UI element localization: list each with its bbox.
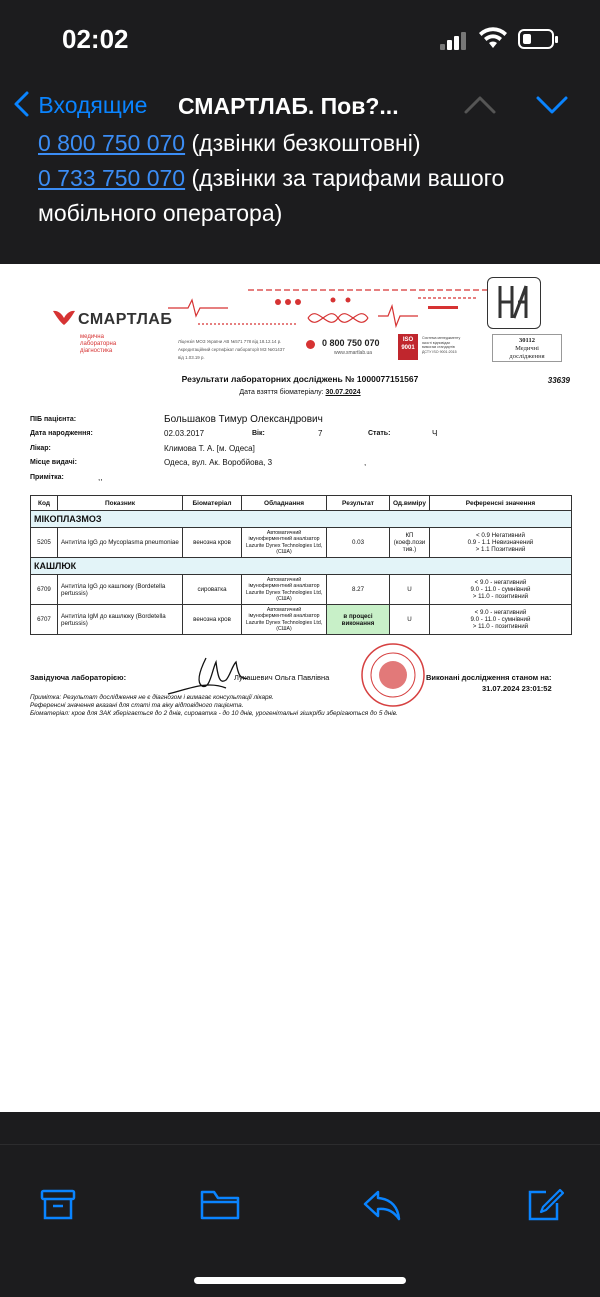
table-header-row — [31, 496, 572, 511]
sex-label: Стать: — [368, 430, 391, 437]
brand-name: СМАРТЛАБ — [78, 311, 173, 328]
sampling-date: Дата взяття біоматеріалу: 30.07.2024 — [239, 389, 361, 396]
col-biomaterial: Біоматеріал — [183, 496, 242, 511]
home-indicator[interactable] — [194, 1277, 406, 1284]
status-bar — [0, 0, 600, 80]
age-label: Вік: — [252, 430, 265, 437]
patient-name-label: ПІБ пацієнта: — [30, 416, 77, 423]
info-icon — [306, 340, 315, 349]
phone-link-free[interactable]: 0 800 750 070 — [38, 130, 186, 156]
back-label: Входящие — [38, 92, 148, 118]
clock: 02:02 — [62, 24, 129, 54]
section-row: КАШЛЮК — [31, 558, 572, 575]
note-value: ,, — [98, 473, 103, 482]
dna-banner-graphic — [168, 278, 488, 338]
results-title: Результати лабораторних досліджень № 1000077151567 — [181, 374, 419, 384]
age-value: 7 — [318, 429, 323, 438]
wifi-icon — [478, 26, 508, 50]
section-row: МІКОПЛАЗМОЗ — [31, 511, 572, 528]
accreditation-logo-icon — [487, 277, 541, 329]
reply-icon[interactable] — [362, 1188, 402, 1222]
results-table — [30, 495, 572, 635]
phone-link-paid[interactable]: 0 733 750 070 — [38, 165, 186, 191]
lab-head-name: Лукашевич Ольга Павлівна — [234, 673, 330, 682]
email-subject: СМАРТЛАБ. Пов?... — [178, 93, 399, 119]
doctor-label: Лікар: — [30, 445, 51, 452]
col-equipment: Обладнання — [242, 496, 327, 511]
toolbar-divider — [0, 1144, 600, 1145]
note-label: Примітка: — [30, 474, 64, 481]
accreditation-label: 30112 Медичні дослідження — [492, 334, 562, 362]
dob-label: Дата народження: — [30, 430, 93, 437]
doctor-value: Климова Т. А. [м. Одеса] — [164, 444, 255, 453]
col-code: Код — [31, 496, 58, 511]
lab-results-document — [0, 264, 600, 1112]
patient-name: Большаков Тимур Олександрович — [164, 414, 323, 425]
archive-icon[interactable] — [40, 1188, 76, 1222]
table-row: 5205 Антитіла IgG до Mycoplasma pneumoniae венозна кров Автоматичний імуноферментний аналізатор Lazurite Dynex Technologies Ltd, (США) 0.03 КП (коеф.пози тив.) < 0.9 Негативний 0.9 - 1.1 Невизначений > 1.1 Позитивний — [31, 528, 572, 558]
lab-phone: 0 800 750 070 — [322, 338, 380, 348]
lab-head-label: Завідуюча лабораторією: — [30, 673, 127, 682]
chevron-left-icon — [12, 90, 32, 118]
previous-message-icon[interactable] — [462, 90, 498, 120]
completed-value: 31.07.2024 23:01:52 — [482, 684, 552, 693]
bottom-area — [0, 1112, 600, 1297]
col-reference: Референсні значення — [429, 496, 571, 511]
smartlab-logo-icon — [52, 308, 76, 326]
cellular-signal-icon — [440, 32, 468, 50]
na-mark-icon — [488, 278, 538, 326]
license-info: Ліцензія МОЗ України АВ №571 778 від 18.12.14 р. Акредитаційний сертифікат лабораторії МЗ №01437 від 1.03.19 р. — [178, 339, 285, 360]
next-message-icon[interactable] — [534, 90, 570, 120]
order-code: 33639 — [547, 376, 570, 385]
phone-free-note: (дзвінки безкоштовні) — [191, 130, 421, 156]
status-badge: в процесі виконання — [327, 605, 390, 635]
phone-paid-note: (дзвінки за тарифами вашого мобільного оператора) — [38, 165, 505, 226]
compose-icon[interactable] — [526, 1188, 564, 1222]
iso-badge: ISO 9001 — [398, 334, 418, 360]
table-row: 6709 Антитіла IgG до кашлюку (Bordetella pertussis) сироватка Автоматичний імуноферментний аналізатор Lazurite Dynex Technologies Ltd, (США) 8.27 U < 9.0 - негативний 9.0 - 11.0 - сумнівний > 11.0 - позитивний — [31, 575, 572, 605]
iso-text: Система менеджменту якості відповідає вимогам стандартів ДСТУ ISO 9001:2015 — [422, 336, 461, 354]
lab-website: www.smartlab.ua — [334, 350, 373, 356]
place-label: Місце видачі: — [30, 459, 77, 466]
footer-notes: Примітка: Результат дослідження не є діагнозом і вимагає консультації лікаря. Референсні значення вказані для статі та віку відповідного пацієнта. Біоматеріал: кров для ЗАК зберігається до 2 днів, сироватка - до 10 днів, урогенітальні зішкріби зберігаються до 5 днів. — [30, 694, 398, 717]
place-comma: , — [364, 458, 367, 467]
col-indicator: Показник — [58, 496, 183, 511]
col-unit: Од.виміру — [390, 496, 430, 511]
completed-label: Виконані дослідження станом на: — [426, 673, 552, 682]
email-body-text — [38, 126, 588, 236]
place-value: Одеса, вул. Ак. Воробйова, 3 — [164, 458, 273, 467]
dob-value: 02.03.2017 — [164, 429, 205, 438]
battery-icon — [518, 29, 554, 49]
table-row: 6707 Антитіла IgM до кашлюку (Bordetella pertussis) венозна кров Автоматичний імуноферментний аналізатор Lazurite Dynex Technologies Ltd, (США) в процесі виконання U < 9.0 - негативний 9.0 - 11.0 - сумнівний > 11.0 - позитивний — [31, 605, 572, 635]
col-result: Результат — [327, 496, 390, 511]
back-button[interactable] — [12, 90, 147, 119]
folder-icon[interactable] — [200, 1188, 240, 1222]
sex-value: Ч — [432, 429, 438, 438]
brand-subtitle: медична лабораторна діагностика — [80, 334, 117, 354]
